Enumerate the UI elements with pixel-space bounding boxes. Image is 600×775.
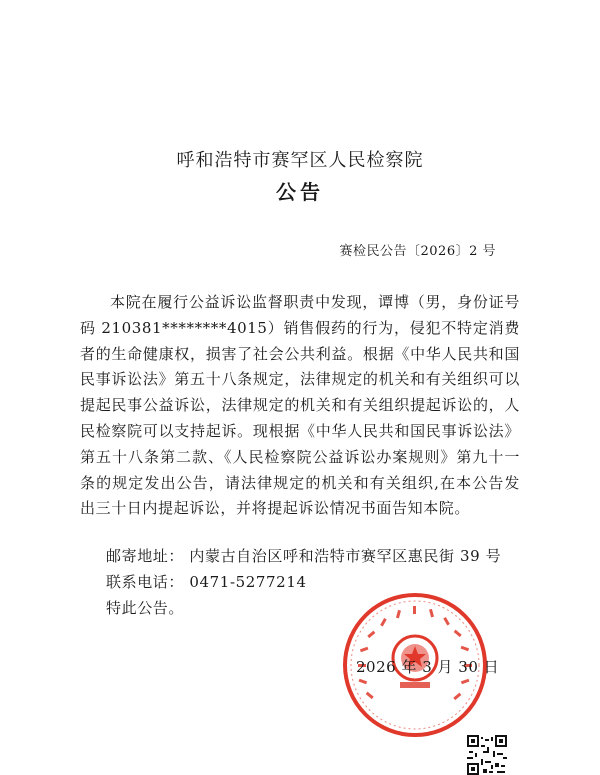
- qr-code-icon: [467, 735, 507, 775]
- document-title: 公告: [276, 180, 324, 204]
- phone-line: 联系电话： 0471-5277214: [106, 573, 307, 591]
- closing-line: 特此公告。: [106, 599, 185, 617]
- signature-date: 2026 年 3 月 30 日: [356, 658, 500, 676]
- address-line: 邮寄地址： 内蒙古自治区呼和浩特市赛罕区惠民街 39 号: [106, 547, 502, 565]
- body-paragraph: 本院在履行公益诉讼监督职责中发现，谭博（男，身份证号码 210381********4015）销售假药的行为，侵犯不特定消费者的生命健康权，损害了社会公共利益。根据《中华人民共和国民事诉讼法》第五十八条规定，法律规定的机关和有关组织可以提起民事公益诉讼，法律规定的机关和有关组织提起诉讼的，人民检察院可以支持起诉。现根据《中华人民共和国民事诉讼法》第五十八条第二款、《人民检察院公益诉讼办案规则》第九十一条的规定发出公告，请法律规定的机关和有关组织,在本公告发出三十日内提起诉讼，并将提起诉讼情况书面告知本院。: [80, 293, 520, 518]
- organization-name: 呼和浩特市赛罕区人民检察院: [176, 150, 424, 171]
- document-number: 赛检民公告〔2026〕2 号: [339, 244, 496, 259]
